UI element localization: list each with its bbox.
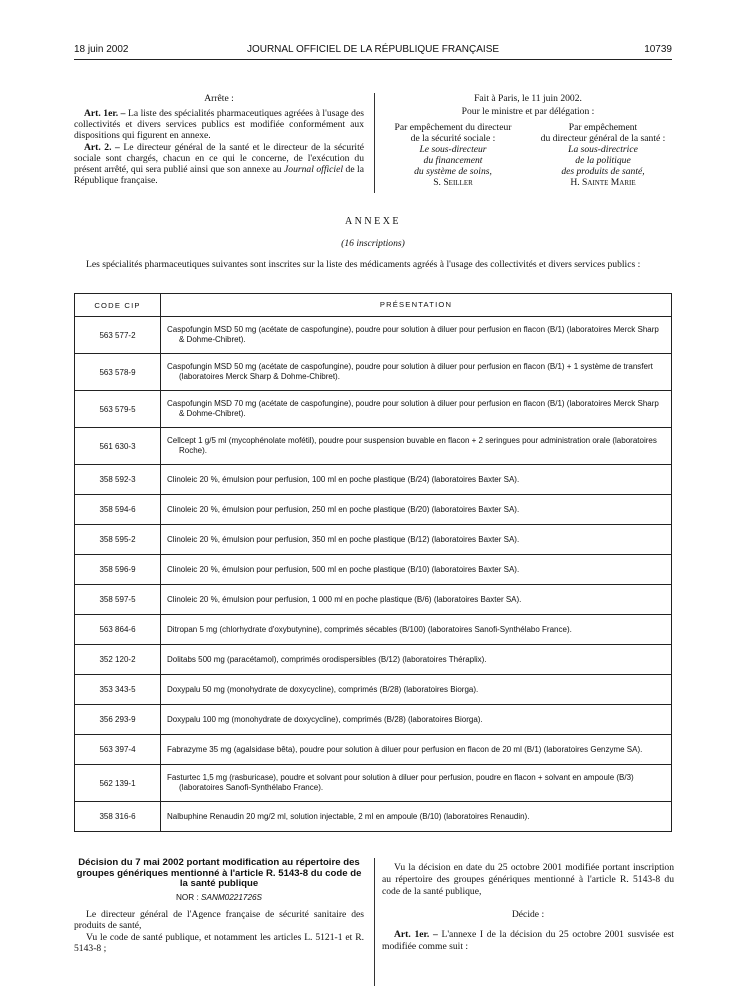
article-1 (74, 108, 364, 141)
article-2-text-a: Le directeur général de la santé et le directeur de la sécurité sociale sont chargés, chacun en ce qui le concerne, de l'exécution du présent arrêté, qui sera publié ainsi que son annexe au (74, 142, 364, 175)
code-cip-cell: 563 578-9 (75, 354, 161, 390)
presentation-cell (161, 765, 671, 801)
decision-article-1-label: Art. 1er. – (394, 929, 438, 940)
table-row (75, 317, 671, 354)
annexe-intro: Les spécialités pharmaceutiques suivantes sont inscrites sur la liste des médicaments agréés à l'usage des collectivités et divers services publics : (86, 259, 641, 270)
presentation-text: Fasturtec 1,5 mg (rasburicase), poudre et solvant pour solution à diluer pour perfusion, poudre en flacon + solvant en ampoule (B/3) (laboratoires Sanofi-Synthélabo France). (167, 773, 634, 792)
code-cip-cell: 352 120-2 (75, 645, 161, 674)
article-1-label: Art. 1er. – (84, 108, 126, 119)
presentation-cell (161, 585, 671, 614)
sig-right-line3: La sous-directrice (568, 144, 638, 155)
table-row (75, 354, 671, 391)
page-header (74, 44, 672, 58)
table-row (75, 705, 671, 735)
presentation-cell (161, 465, 671, 494)
presentation-cell (161, 525, 671, 554)
sig-left-name: S. Seiller (433, 177, 473, 188)
code-cip-cell: 358 592-3 (75, 465, 161, 494)
presentation-text: Clinoleic 20 %, émulsion pour perfusion, 250 ml en poche plastique (B/20) (laboratoires Baxter SA). (167, 504, 520, 514)
code-cip-cell: 563 577-2 (75, 317, 161, 353)
presentation-text: Nalbuphine Renaudin 20 mg/2 ml, solution injectable, 2 ml en ampoule (B/10) (laboratoires Renaudin). (167, 811, 530, 821)
table-row (75, 495, 671, 525)
presentation-text: Cellcept 1 g/5 ml (mycophénolate mofétil), poudre pour suspension buvable en flacon + 2 seringues pour administration orale (laboratoires Roche). (167, 436, 657, 455)
header-date: 18 juin 2002 (74, 44, 129, 55)
decision-para-3: Vu la décision en date du 25 octobre 2001 modifiée portant inscription au répertoire des groupes génériques mentionné à l'article R. 5143-8 du code de la santé publique, (382, 862, 674, 897)
presentation-text: Fabrazyme 35 mg (agalsidase bêta), poudre pour solution à diluer pour perfusion en flacon de 20 ml (B/1) (laboratoires Genzyme SA). (167, 744, 643, 754)
header-code-cip: CODE CIP (75, 294, 161, 316)
code-cip-cell: 563 864-6 (75, 615, 161, 644)
signature-column (382, 93, 674, 192)
signature-right (532, 122, 674, 188)
presentation-cell (161, 735, 671, 764)
presentation-text: Caspofungin MSD 70 mg (acétate de caspofungine), poudre pour solution à diluer pour perfusion en flacon (B/1) (laboratoires Merck Sharp & Dohme-Chibret). (167, 399, 659, 418)
code-cip-cell: 358 596-9 (75, 555, 161, 584)
sig-left-line4: du financement (423, 155, 483, 166)
presentation-cell (161, 495, 671, 524)
code-cip-cell: 353 343-5 (75, 675, 161, 704)
presentation-text: Clinoleic 20 %, émulsion pour perfusion, 100 ml en poche plastique (B/24) (laboratoires Baxter SA). (167, 474, 520, 484)
presentation-text: Clinoleic 20 %, émulsion pour perfusion, 350 ml en poche plastique (B/12) (laboratoires Baxter SA). (167, 534, 520, 544)
presentation-cell (161, 428, 671, 464)
signature-left (382, 122, 524, 188)
nor-label: NOR : (175, 892, 199, 902)
presentation-text: Ditropan 5 mg (chlorhydrate d'oxybutynine), comprimés sécables (B/100) (laboratoires Sanofi-Synthélabo France). (167, 624, 572, 634)
table-row (75, 555, 671, 585)
header-rule (74, 59, 672, 60)
code-cip-cell: 563 397-4 (75, 735, 161, 764)
presentation-text: Clinoleic 20 %, émulsion pour perfusion, 500 ml en poche plastique (B/10) (laboratoires Baxter SA). (167, 564, 520, 574)
presentation-text: Clinoleic 20 %, émulsion pour perfusion, 1 000 ml en poche plastique (B/6) (laboratoires Baxter SA). (167, 594, 522, 604)
article-2-journal: Journal officiel (284, 164, 344, 175)
presentation-text: Dolitabs 500 mg (paracétamol), comprimés orodispersibles (B/12) (laboratoires Théraplix). (167, 654, 487, 664)
table-row (75, 391, 671, 428)
presentation-cell (161, 802, 671, 831)
article-2-text-b: de la République française. (74, 164, 364, 186)
table-row (75, 465, 671, 495)
presentation-cell (161, 391, 671, 427)
table-header-row (75, 294, 671, 317)
code-cip-cell: 563 579-5 (75, 391, 161, 427)
decision-article-1 (382, 929, 674, 953)
presentation-cell (161, 675, 671, 704)
signing-place-date: Fait à Paris, le 11 juin 2002. (474, 93, 582, 104)
table-row (75, 735, 671, 765)
signature-blocks (382, 122, 674, 192)
article-2-label: Art. 2. – (84, 142, 120, 153)
presentation-text: Doxypalu 50 mg (monohydrate de doxycycline), comprimés (B/28) (laboratoires Biorga). (167, 684, 479, 694)
column-divider-bottom (374, 858, 375, 986)
arrete-column (74, 93, 364, 187)
table-row (75, 802, 671, 831)
presentation-text: Caspofungin MSD 50 mg (acétate de caspofungine), poudre pour solution à diluer pour perfusion en flacon (B/1) + 1 système de transfert (laboratoires Merck Sharp & Dohme-Chibret). (167, 362, 653, 381)
decide-heading: Décide : (511, 909, 545, 920)
sig-left-line3: Le sous-directeur (419, 144, 487, 155)
annexe-subtitle: (16 inscriptions) (341, 238, 405, 249)
header-presentation: PRÉSENTATION (379, 300, 453, 309)
decision-column-left (74, 858, 364, 955)
table-row (75, 525, 671, 555)
presentation-cell (161, 354, 671, 390)
table-body (75, 317, 671, 831)
presentation-cell (161, 645, 671, 674)
nor-reference (74, 892, 364, 903)
sig-left-line1: Par empêchement du directeur (394, 122, 512, 133)
decision-column-right (382, 862, 674, 953)
arrete-heading: Arrête : (204, 93, 234, 104)
table-row (75, 585, 671, 615)
code-cip-cell: 358 595-2 (75, 525, 161, 554)
sig-right-line1: Par empêchement (568, 122, 638, 133)
sig-right-line5: des produits de santé, (561, 166, 645, 177)
sig-right-line2: du directeur général de la santé : (540, 133, 666, 144)
presentation-text: Doxypalu 100 mg (monohydrate de doxycycline), comprimés (B/28) (laboratoires Biorga). (167, 714, 483, 724)
page-number: 10739 (644, 44, 672, 55)
table-row (75, 675, 671, 705)
journal-title: JOURNAL OFFICIEL DE LA RÉPUBLIQUE FRANÇAISE (246, 44, 500, 55)
decision-para-2: Vu le code de santé publique, et notamment les articles L. 5121-1 et R. 5143-8 ; (74, 931, 364, 954)
table-row (75, 615, 671, 645)
sig-left-line5: du système de soins, (414, 166, 492, 177)
decision-title: Décision du 7 mai 2002 portant modification au répertoire des groupes génériques mentionné à l'article R. 5143-8 du code de la santé publique (76, 857, 362, 889)
delegation-line: Pour le ministre et par délégation : (461, 106, 595, 117)
article-1-text: La liste des spécialités pharmaceutiques agréées à l'usage des collectivités et divers services publics est modifiée conformément aux dispositions qui figurent en annexe. (74, 108, 364, 141)
presentation-cell (161, 615, 671, 644)
code-cip-cell: 358 597-5 (75, 585, 161, 614)
sig-right-name: H. Sainte Marie (570, 177, 636, 188)
decision-article-1-text: L'annexe I de la décision du 25 octobre 2001 susvisée est modifiée comme suit : (382, 929, 674, 952)
column-divider-top (374, 93, 375, 193)
nor-value: SANM0221726S (201, 892, 263, 902)
code-cip-cell: 356 293-9 (75, 705, 161, 734)
code-cip-cell: 358 316-6 (75, 802, 161, 831)
sig-right-line4: de la politique (575, 155, 631, 166)
inscriptions-table (74, 293, 672, 832)
annexe-title: ANNEXE (344, 216, 402, 227)
presentation-cell (161, 317, 671, 353)
code-cip-cell: 561 630-3 (75, 428, 161, 464)
decision-para-1: Le directeur général de l'Agence française de sécurité sanitaire des produits de santé, (74, 908, 364, 931)
sig-left-line2: de la sécurité sociale : (410, 133, 496, 144)
code-cip-cell: 358 594-6 (75, 495, 161, 524)
table-row (75, 428, 671, 465)
table-row (75, 645, 671, 675)
presentation-cell (161, 555, 671, 584)
code-cip-cell: 562 139-1 (75, 765, 161, 801)
article-2 (74, 142, 364, 186)
table-row (75, 765, 671, 802)
presentation-text: Caspofungin MSD 50 mg (acétate de caspofungine), poudre pour solution à diluer pour perfusion en flacon (B/1) (laboratoires Merck Sharp & Dohme-Chibret). (167, 325, 659, 344)
presentation-cell (161, 705, 671, 734)
